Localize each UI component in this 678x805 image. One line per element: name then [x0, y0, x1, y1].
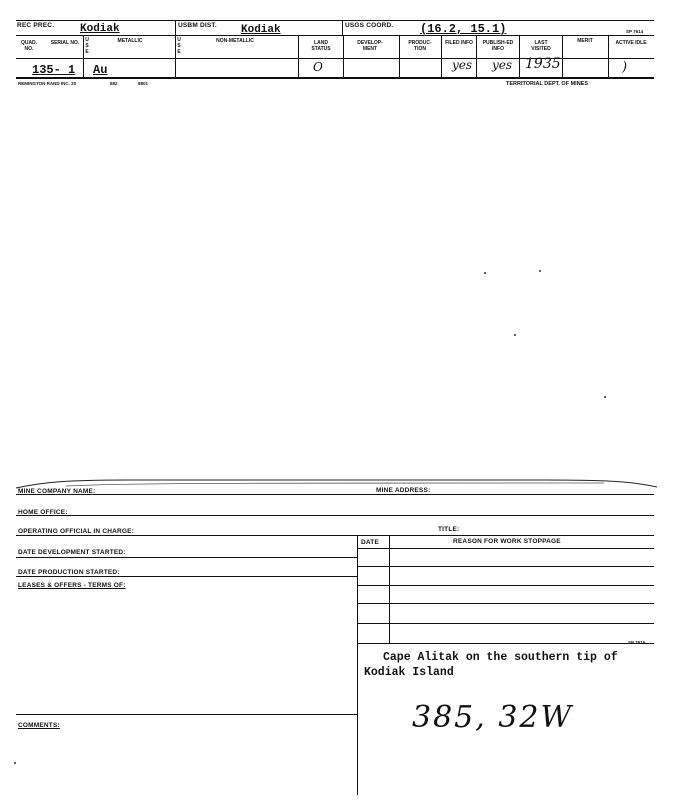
home-office-label: HOME OFFICE: — [18, 509, 68, 516]
col-quad-no: QUAD. NO. — [20, 40, 38, 52]
speck — [514, 334, 516, 336]
usbm-dist-label: USBM DIST. — [178, 22, 217, 29]
stoppage-table-left — [357, 535, 358, 795]
speck — [604, 396, 606, 398]
location-note-line2: Kodiak Island — [364, 666, 454, 679]
record-published-info: yes — [492, 58, 513, 72]
col-divider-develop — [399, 35, 400, 77]
col-divider-published — [519, 35, 520, 77]
home-office-line — [16, 515, 654, 516]
col-divider-merit — [608, 35, 609, 77]
stoppage-reason-header: REASON FOR WORK STOPPAGE — [453, 538, 561, 545]
leases-offers-label: LEASES & OFFERS - TERMS OF: — [18, 582, 126, 589]
record-metallic: Au — [93, 63, 108, 77]
printer-code-b: 8801 — [138, 81, 149, 86]
handwritten-number: 385, 32W — [412, 700, 574, 735]
col-active-idle: ACTIVE IDLE — [615, 40, 647, 46]
development-started-label: DATE DEVELOPMENT STARTED: — [18, 549, 126, 556]
record-active-idle: ) — [622, 60, 628, 75]
col-metallic: METALLIC — [117, 38, 143, 44]
col-filed-info: FILED INFO — [445, 40, 473, 46]
form-number-2: SP 7615 — [628, 640, 646, 645]
col-divider-land — [343, 35, 344, 77]
col-non-metallic: NON-METALLIC — [216, 38, 254, 44]
printer-code-a: 882 — [110, 81, 118, 86]
operating-official-label: OPERATING OFFICIAL IN CHARGE: — [18, 528, 135, 535]
lower-form-top-curve — [14, 472, 659, 492]
col-published-info: PUBLISH-ED INFO — [482, 40, 514, 52]
stoppage-row-5 — [357, 643, 654, 644]
record-quad-serial: 135- 1 — [32, 63, 76, 77]
top-border — [16, 20, 654, 21]
col-land-status: LAND STATUS — [311, 40, 331, 52]
production-started-label: DATE PRODUCTION STARTED: — [18, 569, 120, 576]
speck — [484, 272, 486, 274]
title-label: TITLE: — [438, 526, 460, 533]
stoppage-row-2 — [357, 585, 654, 586]
col-use-right: U S E — [177, 37, 181, 55]
speck — [539, 270, 541, 272]
mine-company-name-label: MINE COMPANY NAME: — [18, 488, 96, 495]
location-note-line1: Cape Alitak on the southern tip of — [383, 651, 618, 664]
col-divider-filed — [476, 35, 477, 77]
stoppage-row-1 — [357, 566, 654, 567]
comments-label: COMMENTS: — [18, 722, 60, 729]
col-last-visited: LAST VISITED — [531, 40, 551, 52]
development-started-line — [16, 557, 357, 558]
header-divider-2 — [342, 20, 343, 35]
stoppage-row-3 — [357, 603, 654, 604]
col-divider-production — [441, 35, 442, 77]
operating-official-line — [16, 535, 654, 536]
production-started-line — [16, 576, 357, 577]
col-divider-last — [562, 35, 563, 77]
record-row-bottom — [16, 77, 654, 79]
col-merit: MERIT — [577, 38, 593, 44]
record-filed-info: yes — [452, 58, 473, 72]
col-serial-no: SERIAL NO. — [50, 40, 80, 46]
record-last-visited: 1935 — [525, 56, 561, 72]
rec-prec-value: Kodiak — [80, 23, 120, 35]
usgs-coord-value: (16.2, 15.1) — [420, 22, 507, 36]
stoppage-date-divider — [389, 535, 390, 643]
header-row-divider — [16, 35, 654, 36]
header-divider-1 — [175, 20, 176, 35]
comments-line — [16, 714, 357, 715]
record-land-status: O — [313, 60, 323, 74]
usgs-coord-label: USGS COORD. — [345, 22, 394, 29]
col-production: PRODUC-TION — [408, 40, 432, 52]
usbm-dist-value: Kodiak — [241, 24, 281, 36]
department-imprint: TERRITORIAL DEPT. OF MINES — [506, 81, 588, 87]
mine-company-line — [16, 494, 654, 495]
col-use-left: U S E — [85, 37, 89, 55]
printer-imprint: REMINGTON RAND INC. 20 — [18, 81, 77, 86]
col-development: DEVELOP-MENT — [357, 40, 383, 52]
stoppage-row-4 — [357, 623, 654, 624]
form-number: SP 7614 — [626, 29, 644, 34]
speck — [14, 762, 16, 764]
mine-address-label: MINE ADDRESS: — [376, 487, 431, 494]
stoppage-date-header: DATE — [361, 539, 380, 546]
stoppage-header-bottom — [357, 548, 654, 549]
rec-prec-label: REC PREC. — [17, 22, 55, 29]
col-divider-nonmetallic — [298, 35, 299, 77]
